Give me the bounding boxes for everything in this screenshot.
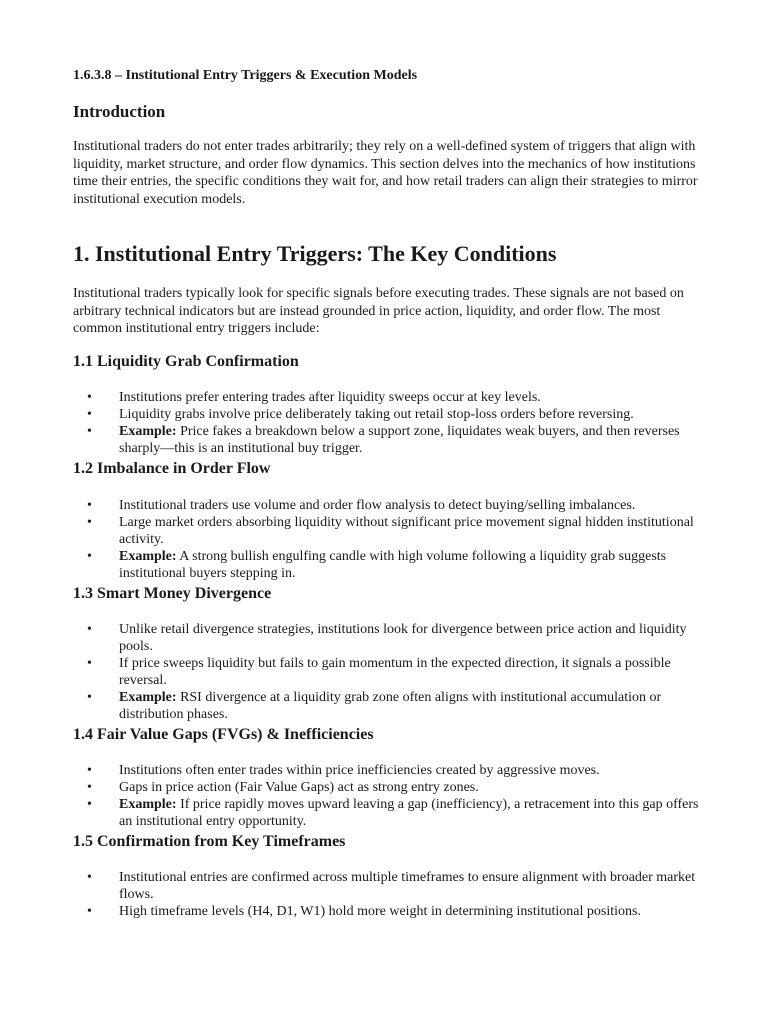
bullet-icon: • — [87, 904, 92, 919]
bullet-icon: • — [87, 622, 92, 637]
bullet-icon: • — [87, 424, 92, 439]
list-item: • If price sweeps liquidity but fails to gain momentum in the expected direction, it signals a possible reversal. — [87, 656, 671, 688]
doc-title: 1.6.3.8 – Institutional Entry Triggers & Execution Models — [73, 68, 418, 83]
bullet-icon: • — [87, 390, 92, 405]
list-item: • Unlike retail divergence strategies, institutions look for divergence between price action and liquidity pools. — [87, 622, 687, 654]
subsection-1-4-heading: 1.4 Fair Value Gaps (FVGs) & Inefficiencies — [73, 726, 374, 743]
bullet-icon: • — [87, 515, 92, 530]
list-item: • Gaps in price action (Fair Value Gaps) act as strong entry zones. — [87, 780, 479, 795]
bullet-icon: • — [87, 549, 92, 564]
bullet-icon: • — [87, 407, 92, 422]
list-item: • Example: A strong bullish engulfing candle with high volume following a liquidity grab suggests institutional buyers stepping in. — [87, 549, 667, 581]
subsection-1-1-list — [73, 389, 708, 457]
list-item: • Liquidity grabs involve price deliberately taking out retail stop-loss orders before reversing. — [87, 407, 634, 422]
subsection-1-2-list — [73, 497, 708, 582]
list-item: • Large market orders absorbing liquidity without significant price movement signal hidden institutional activity. — [87, 515, 694, 547]
bullet-icon: • — [87, 870, 92, 885]
subsection-1-4-list — [73, 762, 708, 830]
example-label: Example: — [119, 424, 177, 439]
subsection-1-2-heading: 1.2 Imbalance in Order Flow — [73, 460, 271, 477]
example-label: Example: — [119, 690, 177, 705]
bullet-icon: • — [87, 780, 92, 795]
bullet-icon: • — [87, 498, 92, 513]
list-item: • Institutions prefer entering trades after liquidity sweeps occur at key levels. — [87, 390, 541, 405]
intro-paragraph: Institutional traders do not enter trades arbitrarily; they rely on a well-defined system of triggers that align with liquidity, market structure, and order flow dynamics. This section delves into the mechanics of how institutions time their entries, the specific conditions they wait for, and how retail traders can align their strategies to mirror institutional execution models. — [73, 139, 698, 207]
subsection-1-1-heading: 1.1 Liquidity Grab Confirmation — [73, 353, 299, 370]
list-item: • Example: Price fakes a breakdown below a support zone, liquidates weak buyers, and then reverses sharply—this is an institutional buy trigger. — [87, 424, 680, 456]
subsection-1-5-heading: 1.5 Confirmation from Key Timeframes — [73, 833, 346, 850]
bullet-icon: • — [87, 690, 92, 705]
subsection-1-3-heading: 1.3 Smart Money Divergence — [73, 585, 272, 602]
section-1-paragraph: Institutional traders typically look for specific signals before executing trades. These signals are not based on arbitrary technical indicators but are instead grounded in price action, liquidity, and order flow. The most common institutional entry triggers include: — [73, 286, 684, 336]
example-label: Example: — [119, 549, 177, 564]
list-item: • Institutional entries are confirmed across multiple timeframes to ensure alignment with broader market flows. — [87, 870, 696, 902]
example-label: Example: — [119, 797, 177, 812]
list-item: • Institutions often enter trades within price inefficiencies created by aggressive moves. — [87, 763, 600, 778]
subsection-1-5-list — [73, 869, 708, 920]
subsection-1-3-list — [73, 621, 708, 723]
list-item: • Institutional traders use volume and order flow analysis to detect buying/selling imbalances. — [87, 498, 636, 513]
bullet-icon: • — [87, 763, 92, 778]
list-item: • High timeframe levels (H4, D1, W1) hold more weight in determining institutional positions. — [87, 904, 641, 919]
section-1-heading: 1. Institutional Entry Triggers: The Key Conditions — [73, 241, 557, 266]
bullet-icon: • — [87, 797, 92, 812]
list-item: • Example: RSI divergence at a liquidity grab zone often aligns with institutional accumulation or distribution phases. — [87, 690, 662, 722]
intro-heading: Introduction — [73, 102, 166, 121]
list-item: • Example: If price rapidly moves upward leaving a gap (inefficiency), a retracement into this gap offers an institutional entry opportunity. — [87, 797, 699, 829]
bullet-icon: • — [87, 656, 92, 671]
